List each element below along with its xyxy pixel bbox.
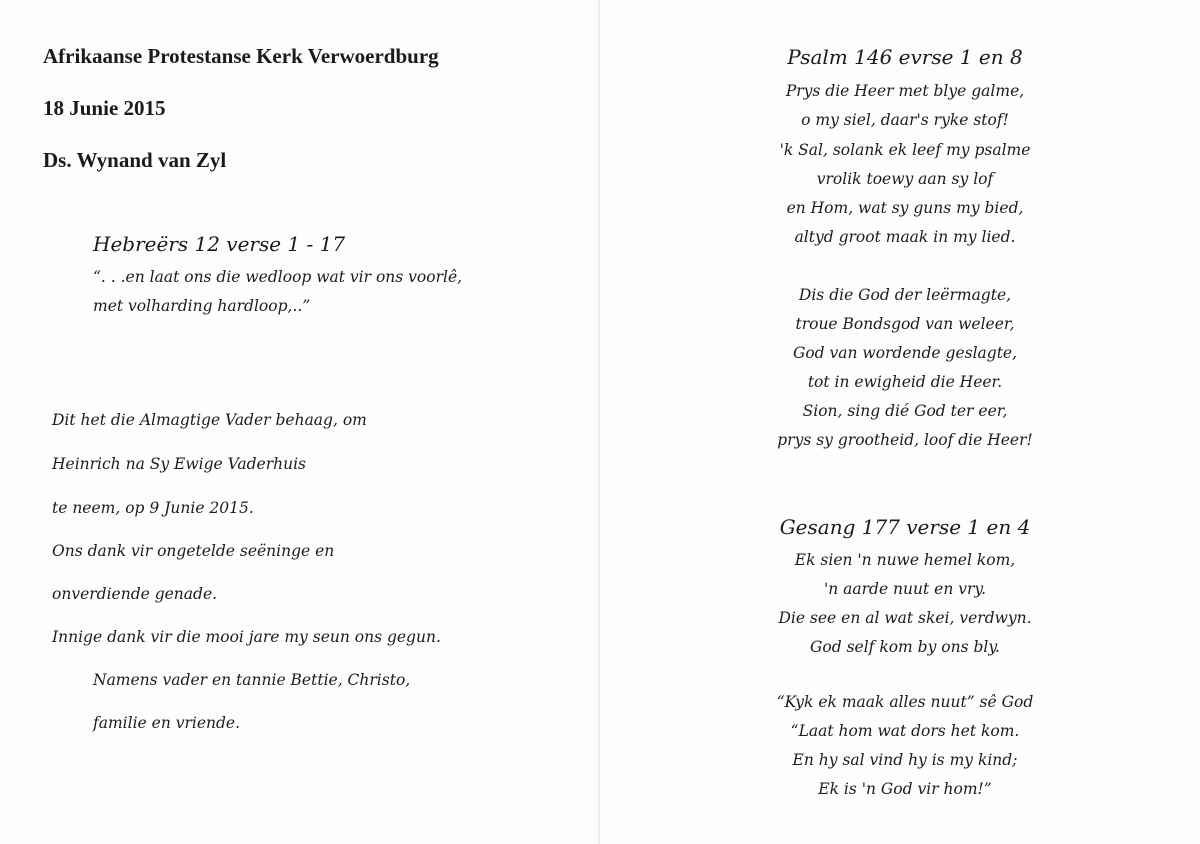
gesang-heading: Gesang 177 verse 1 en 4 (779, 515, 1031, 539)
gesang-line: “Kyk ek maak alles nuut” sê God (776, 693, 1034, 711)
psalm-line: Sion, sing dié God ter eer, (802, 402, 1008, 420)
psalm-heading: Psalm 146 evrse 1 en 8 (787, 45, 1023, 69)
announcement-line: Innige dank vir die mooi jare my seun ons gegun. (52, 628, 441, 646)
signature-line: familie en vriende. (93, 714, 241, 732)
gesang-line: “Laat hom wat dors het kom. (790, 722, 1020, 740)
announcement-line: te neem, op 9 Junie 2015. (52, 499, 254, 517)
right-page (700, 0, 1110, 844)
psalm-line: vrolik toewy aan sy lof (816, 170, 994, 188)
scripture-quote-line: “. . .en laat ons die wedloop wat vir ons voorlê, (93, 268, 463, 286)
signature-line: Namens vader en tannie Bettie, Christo, (93, 671, 411, 689)
gesang-line: God self kom by ons bly. (810, 638, 1000, 656)
psalm-line: Prys die Heer met blye galme, (785, 82, 1025, 100)
gesang-line: 'n aarde nuut en vry. (823, 580, 987, 598)
service-date: 18 Junie 2015 (43, 96, 166, 120)
psalm-line: Dis die God der leërmagte, (798, 286, 1012, 304)
psalm-line: altyd groot maak in my lied. (794, 228, 1016, 246)
announcement-line: Heinrich na Sy Ewige Vaderhuis (52, 455, 306, 473)
announcement-line: Dit het die Almagtige Vader behaag, om (52, 411, 367, 429)
announcement-line: Ons dank vir ongetelde seëninge en (52, 542, 335, 560)
scripture-heading: Hebreërs 12 verse 1 - 17 (93, 232, 346, 256)
scripture-quote-line: met volharding hardloop,..” (93, 297, 311, 315)
psalm-line: 'k Sal, solank ek leef my psalme (779, 141, 1031, 159)
psalm-line: prys sy grootheid, loof die Heer! (777, 431, 1033, 449)
gesang-line: En hy sal vind hy is my kind; (792, 751, 1018, 769)
minister-name: Ds. Wynand van Zyl (43, 148, 227, 172)
gesang-line: Ek is 'n God vir hom!” (818, 780, 992, 798)
announcement-line: onverdiende genade. (52, 585, 218, 603)
psalm-line: en Hom, wat sy guns my bied, (786, 199, 1024, 217)
church-name: Afrikaanse Protestanse Kerk Verwoerdburg (43, 44, 439, 68)
psalm-line: o my siel, daar's ryke stof! (801, 111, 1009, 129)
psalm-line: tot in ewigheid die Heer. (807, 373, 1003, 391)
gesang-line: Die see en al wat skei, verdwyn. (778, 609, 1032, 627)
psalm-line: God van wordende geslagte, (792, 344, 1018, 362)
center-fold (598, 0, 600, 844)
gesang-line: Ek sien 'n nuwe hemel kom, (794, 551, 1016, 569)
psalm-line: troue Bondsgod van weleer, (795, 315, 1015, 333)
